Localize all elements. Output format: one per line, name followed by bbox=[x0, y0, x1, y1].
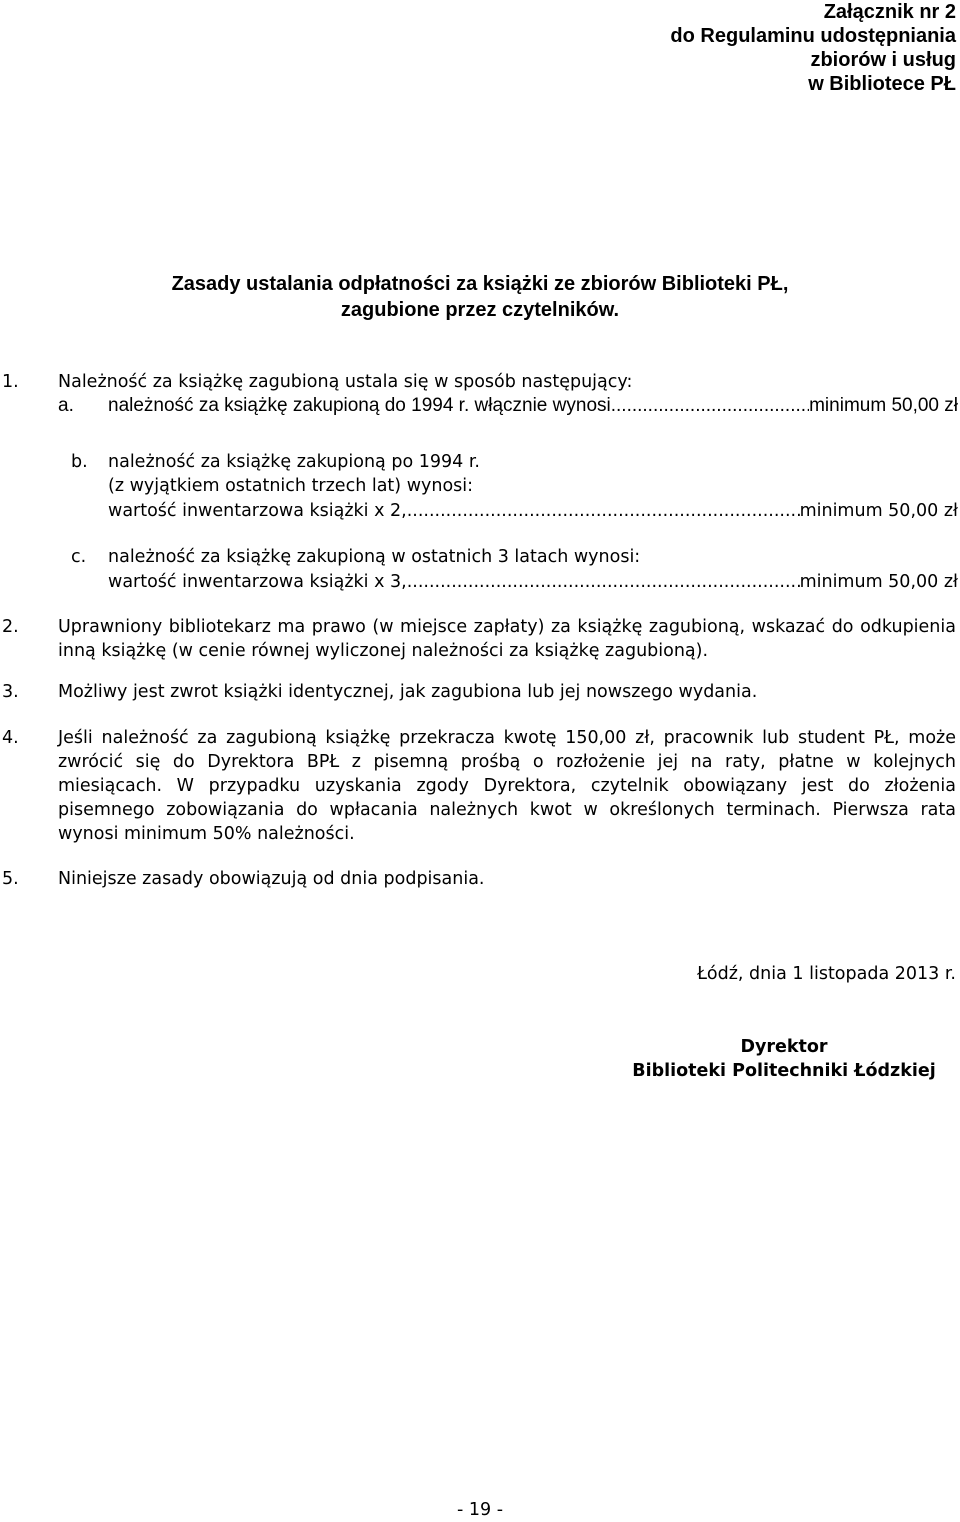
item-b-marker: b. bbox=[71, 452, 88, 472]
section-4-text: Jeśli należność za zagubioną książkę przekracza kwotę 150,00 zł, pracownik lub student PŁ, może zwrócić się do Dyrektora BPŁ z pisemną prośbą o rozłożenie jej na raty, płatne w kolejnych miesiącach. W przypadku uzyskania zgody Dyrektora, czytelnik obowiązany jest do złożenia pisemnego zobowiązania do wpłacania należnych kwot w określonych terminach. Pierwsza rata wynosi minimum 50% należności. bbox=[58, 728, 956, 844]
item-a-text: należność za książkę zakupioną do 1994 r. włącznie wynosi bbox=[108, 395, 611, 416]
item-c-amount: minimum 50,00 zł bbox=[799, 572, 958, 592]
date-place: Łódź, dnia 1 listopada 2013 r. bbox=[697, 964, 956, 984]
header-line-4: w Bibliotece PŁ bbox=[808, 73, 956, 95]
item-c-row bbox=[108, 570, 958, 594]
signature-role: Dyrektor bbox=[740, 1037, 828, 1057]
header-line-2: do Regulaminu udostępniania bbox=[670, 25, 956, 47]
signature-institution: Biblioteki Politechniki Łódzkiej bbox=[632, 1061, 936, 1081]
page-number: - 19 - bbox=[456, 1500, 504, 1520]
item-a-leader-dots bbox=[611, 394, 809, 418]
item-b-line-1: należność za książkę zakupioną po 1994 r. bbox=[108, 452, 480, 472]
signature-block bbox=[612, 1035, 956, 1083]
title-line-2: zagubione przez czytelników. bbox=[340, 299, 620, 321]
section-4-number: 4. bbox=[2, 728, 19, 748]
attachment-header bbox=[670, 0, 956, 96]
item-c-line-2: wartość inwentarzowa książki x 3, bbox=[108, 572, 407, 592]
section-2-text: Uprawniony bibliotekarz ma prawo (w miejsce zapłaty) za książkę zagubioną, wskazać do odkupienia inną książkę (w cenie równej wyliczonej należności za książkę zagubioną). bbox=[58, 617, 956, 661]
section-3-text: Możliwy jest zwrot książki identycznej, jak zagubiona lub jej nowszego wydania. bbox=[58, 682, 758, 702]
item-b-leader-dots bbox=[407, 499, 800, 523]
item-b-row bbox=[108, 499, 958, 523]
section-1-number: 1. bbox=[2, 372, 19, 392]
item-b-line-3: wartość inwentarzowa książki x 2, bbox=[108, 501, 407, 521]
item-c-leader-dots bbox=[407, 570, 800, 594]
section-1-text: Należność za książkę zagubioną ustala się w sposób następujący: bbox=[58, 372, 633, 392]
section-3-number: 3. bbox=[2, 682, 19, 702]
section-5-number: 5. bbox=[2, 869, 19, 889]
item-a-row bbox=[108, 394, 958, 418]
item-a-marker: a. bbox=[58, 395, 74, 416]
item-c-line-1: należność za książkę zakupioną w ostatnich 3 latach wynosi: bbox=[108, 547, 641, 567]
item-b-line-2: (z wyjątkiem ostatnich trzech lat) wynosi: bbox=[108, 476, 474, 496]
section-2-number: 2. bbox=[2, 617, 19, 637]
header-line-3: zbiorów i usług bbox=[810, 49, 956, 71]
item-c-marker: c. bbox=[71, 547, 87, 567]
header-line-1: Załącznik nr 2 bbox=[823, 1, 956, 23]
item-b-amount: minimum 50,00 zł bbox=[799, 501, 958, 521]
document-title bbox=[0, 271, 960, 323]
item-a-amount: minimum 50,00 zł bbox=[809, 395, 958, 416]
section-5-text: Niniejsze zasady obowiązują od dnia podpisania. bbox=[58, 869, 485, 889]
title-line-1: Zasady ustalania odpłatności za książki ze zbiorów Biblioteki PŁ, bbox=[171, 273, 789, 295]
